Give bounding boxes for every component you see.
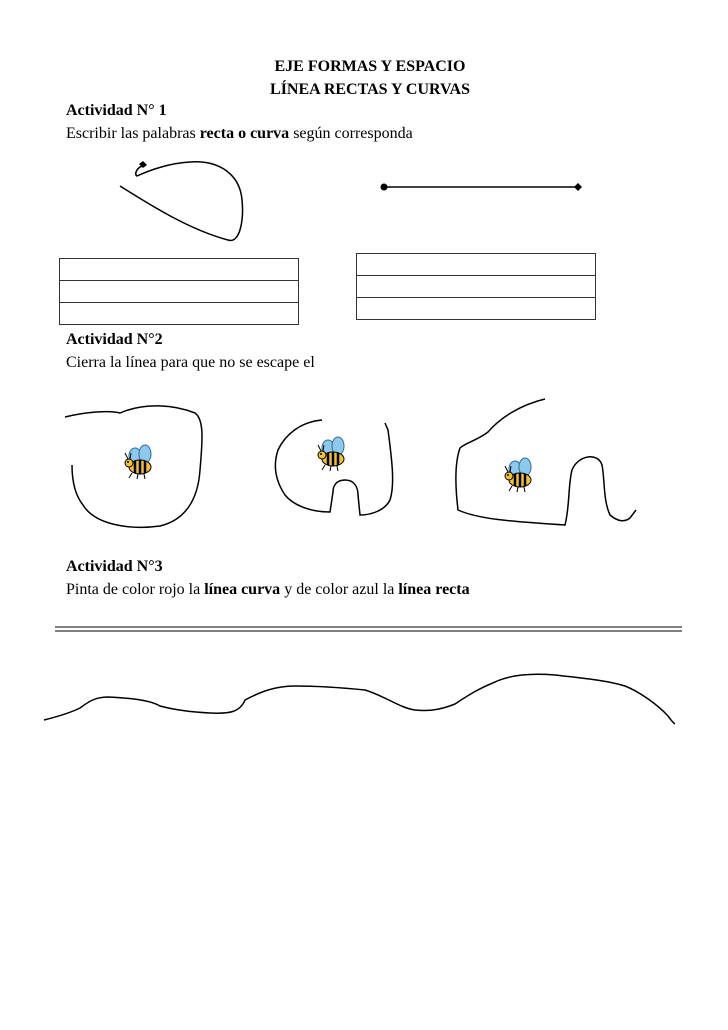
curved-line-icon [44,674,675,724]
bee-icon [318,437,344,471]
activity2-heading: Actividad N°2 [66,331,163,348]
activity2-instruction: Cierra la línea para que no se escape el [66,354,315,371]
curved-line-icon [120,161,242,240]
bee-icon [125,445,151,479]
open-enclosure-3 [456,399,636,525]
straight-line-icon [55,627,682,631]
page-subtitle: LÍNEA RECTAS Y CURVAS [270,81,470,98]
activity3-heading: Actividad N°3 [66,558,163,575]
bee-icon [505,458,531,492]
activity1-instruction: Escribir las palabras recta o curva según corresponda [66,125,413,142]
activity3-instruction: Pinta de color rojo la línea curva y de color azul la línea recta [66,581,470,598]
activity1-heading: Actividad N° 1 [66,102,167,119]
open-enclosure-2 [275,420,392,515]
page-title: EJE FORMAS Y ESPACIO [274,58,466,75]
straight-line-icon [381,183,583,191]
